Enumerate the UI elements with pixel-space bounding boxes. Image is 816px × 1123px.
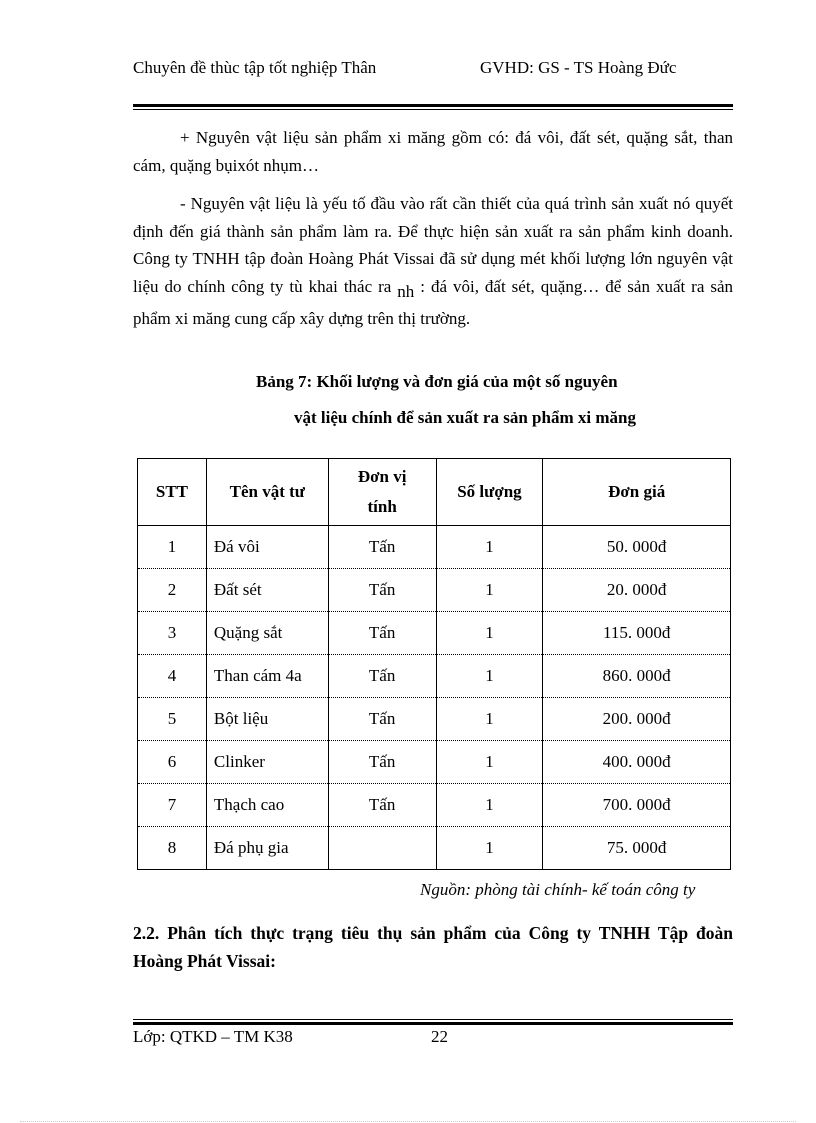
cell-stt: 8	[138, 827, 207, 870]
header-rule-thick	[133, 104, 733, 107]
table-row	[138, 526, 731, 569]
cell-material-name: Đá phụ gia	[206, 827, 328, 870]
cell-quantity: 1	[436, 526, 543, 569]
cell-unit: Tấn	[328, 741, 436, 784]
cell-material-name: Bột liệu	[206, 698, 328, 741]
table-row	[138, 741, 731, 784]
header-rule-thin	[133, 109, 733, 110]
cell-stt: 1	[138, 526, 207, 569]
table-row	[138, 655, 731, 698]
footer-class-label: Lớp: QTKD – TM K38	[133, 1027, 293, 1046]
table-caption-line1: Bảng 7: Khối lượng và đơn giá của một số nguyên	[256, 372, 618, 391]
cell-unit: Tấn	[328, 655, 436, 698]
cell-unit: Tấn	[328, 526, 436, 569]
cell-material-name: Than cám 4a	[206, 655, 328, 698]
cell-material-name: Thạch cao	[206, 784, 328, 827]
table-row	[138, 569, 731, 612]
cell-unit-price: 50. 000đ	[543, 526, 731, 569]
cell-quantity: 1	[436, 569, 543, 612]
cell-quantity: 1	[436, 655, 543, 698]
cell-material-name: Quặng sắt	[206, 612, 328, 655]
cell-quantity: 1	[436, 827, 543, 870]
cell-stt: 5	[138, 698, 207, 741]
cell-unit-price: 200. 000đ	[543, 698, 731, 741]
cell-unit: Tấn	[328, 698, 436, 741]
cell-quantity: 1	[436, 698, 543, 741]
footer-page-number: 22	[431, 1027, 448, 1046]
table-caption-line2: vật liệu chính để sản xuất ra sản phẩm xi măng	[294, 408, 636, 427]
header-material-name: Tên vật tư	[206, 459, 328, 526]
header-stt: STT	[138, 459, 207, 526]
subscript-fragment: nh	[397, 281, 415, 301]
header-supervisor: GVHD: GS - TS Hoàng Đức	[480, 58, 677, 77]
cell-quantity: 1	[436, 741, 543, 784]
table-row	[138, 698, 731, 741]
cell-unit	[328, 827, 436, 870]
cell-quantity: 1	[436, 784, 543, 827]
header-unit-price: Đơn giá	[543, 459, 731, 526]
header-quantity: Số lượng	[436, 459, 543, 526]
cell-unit-price: 20. 000đ	[543, 569, 731, 612]
footer-rule-thick	[133, 1022, 733, 1025]
table-row	[138, 612, 731, 655]
table-row	[138, 784, 731, 827]
cell-unit-price: 700. 000đ	[543, 784, 731, 827]
footer-rule-thin	[133, 1019, 733, 1020]
cell-unit-price: 75. 000đ	[543, 827, 731, 870]
paragraph-materials-list: + Nguyên vật liệu sản phẩm xi măng gồm có: đá vôi, đất sét, quặng sắt, than cám, quặng bụixót nhụm…	[133, 128, 733, 175]
cell-unit-price: 860. 000đ	[543, 655, 731, 698]
cell-quantity: 1	[436, 612, 543, 655]
materials-table	[137, 458, 731, 870]
cell-stt: 3	[138, 612, 207, 655]
table-header-row	[138, 459, 731, 526]
cell-material-name: Clinker	[206, 741, 328, 784]
cell-stt: 6	[138, 741, 207, 784]
cell-unit: Tấn	[328, 784, 436, 827]
cell-stt: 2	[138, 569, 207, 612]
cell-material-name: Đất sét	[206, 569, 328, 612]
table-source-note: Nguồn: phòng tài chính- kế toán công ty	[420, 880, 696, 899]
cell-stt: 7	[138, 784, 207, 827]
paragraph-materials-role: - Nguyên vật liệu là yếu tố đầu vào rất cần thiết của quá trình sản xuất nó quyết định đến giá thành sản phẩm làm ra. Để thực hiện sản xuất ra sản phẩm kinh doanh. Công ty TNHH tập đoàn Hoàng Phát Vissai đã sử dụng mét khối lượng lớn nguyên vật liệu do chính công ty tù khai thác ra $_{nh}$ : đá vôi, đất sét, quặng… để sản xuất ra sản phẩm xi măng cung cấp xây dựng trên thị trường.	[133, 194, 734, 328]
cell-unit: Tấn	[328, 612, 436, 655]
cell-stt: 4	[138, 655, 207, 698]
table-row	[138, 827, 731, 870]
section-heading: 2.2. Phân tích thực trạng tiêu thụ sản phẩm của Công ty TNHH Tập đoàn Hoàng Phát Vissai:	[133, 923, 733, 971]
header-document-title: Chuyên đề thùc tập tốt nghiệp Thân	[133, 58, 377, 77]
cell-unit: Tấn	[328, 569, 436, 612]
cell-unit-price: 400. 000đ	[543, 741, 731, 784]
page-bottom-dotted-border	[20, 1121, 796, 1122]
cell-material-name: Đá vôi	[206, 526, 328, 569]
cell-unit-price: 115. 000đ	[543, 612, 731, 655]
header-unit: Đơn vị tính	[328, 459, 436, 526]
